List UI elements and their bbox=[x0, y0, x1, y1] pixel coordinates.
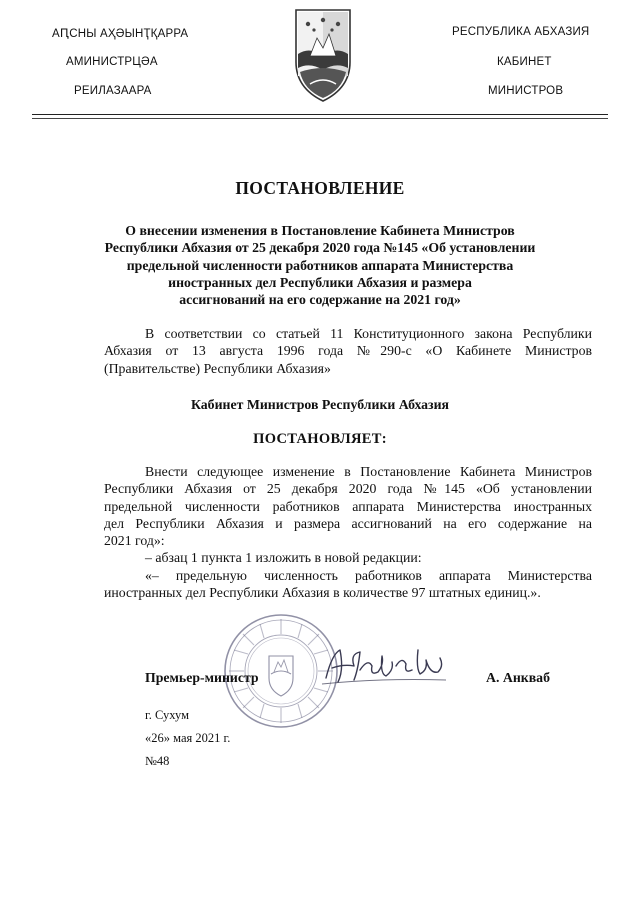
body-line: дел Республики Абхазия и размера ассигнований на его содержание на bbox=[104, 515, 592, 531]
item-line: – абзац 1 пункта 1 изложить в новой редакции: bbox=[145, 550, 422, 566]
body-line: Республики Абхазия от 25 декабря 2020 года №145 «Об установлении bbox=[104, 481, 592, 497]
document-subject bbox=[100, 222, 540, 308]
preamble bbox=[104, 325, 592, 377]
handwritten-signature-icon bbox=[320, 640, 450, 690]
subject-line: предельной численности работников аппарата Министерства bbox=[126, 257, 514, 273]
signatory-position: Премьер-министр bbox=[145, 670, 259, 685]
preamble-line: Абхазия от 13 августа 1996 года №290-с «О Кабинете Министров bbox=[104, 343, 592, 359]
quote-line: иностранных дел Республики Абхазия в количестве 97 штатных единиц.». bbox=[104, 585, 541, 601]
body-line: Внести следующее изменение в Постановление Кабинета Министров bbox=[145, 464, 592, 479]
header-divider bbox=[32, 114, 608, 115]
document-title: ПОСТАНОВЛЕНИЕ bbox=[235, 178, 405, 198]
header-right-line-1: РЕСПУБЛИКА АБХАЗИЯ bbox=[452, 26, 590, 38]
issuer: Кабинет Министров Республики Абхазия bbox=[190, 397, 450, 412]
subject-line: О внесении изменения в Постановление Кабинета Министров bbox=[125, 223, 515, 238]
body-line: 2021 год»: bbox=[104, 533, 165, 549]
quote-line: «– предельную численность работников аппарата Министерства bbox=[145, 567, 592, 583]
header-divider-thin bbox=[32, 118, 608, 119]
subject-line: иностранных дел Республики Абхазия и размера bbox=[168, 274, 472, 290]
body-line: предельной численности работников аппарата Министерства иностранных bbox=[104, 498, 592, 514]
document-number: №48 bbox=[145, 754, 170, 768]
preamble-line: В соответствии со статьей 11 Конституционного закона Республики bbox=[145, 326, 592, 341]
decree-body bbox=[104, 463, 592, 601]
header-left-line-2: АМИНИСТРЦӘА bbox=[66, 56, 158, 68]
decree-word: ПОСТАНОВЛЯЕТ: bbox=[253, 431, 387, 447]
subject-line: Республики Абхазия от 25 декабря 2020 года №145 «Об установлении bbox=[104, 240, 536, 256]
header-right-line-2: КАБИНЕТ bbox=[497, 56, 552, 68]
city: г. Сухум bbox=[145, 708, 190, 722]
signatory-name: А. Анкваб bbox=[486, 670, 550, 685]
header-right-line-3: МИНИСТРОВ bbox=[488, 85, 564, 97]
document-date: «26» мая 2021 г. bbox=[145, 731, 231, 745]
header-left-line-1: АԤСНЫ АҲӘЫНҬҚАРРА bbox=[52, 28, 189, 40]
header-left-line-3: РЕИЛАЗААРА bbox=[74, 85, 152, 97]
subject-line: ассигнований на его содержание на 2021 год» bbox=[179, 292, 461, 308]
state-emblem-icon bbox=[290, 6, 356, 104]
preamble-line: (Правительстве) Республики Абхазия» bbox=[104, 360, 331, 376]
